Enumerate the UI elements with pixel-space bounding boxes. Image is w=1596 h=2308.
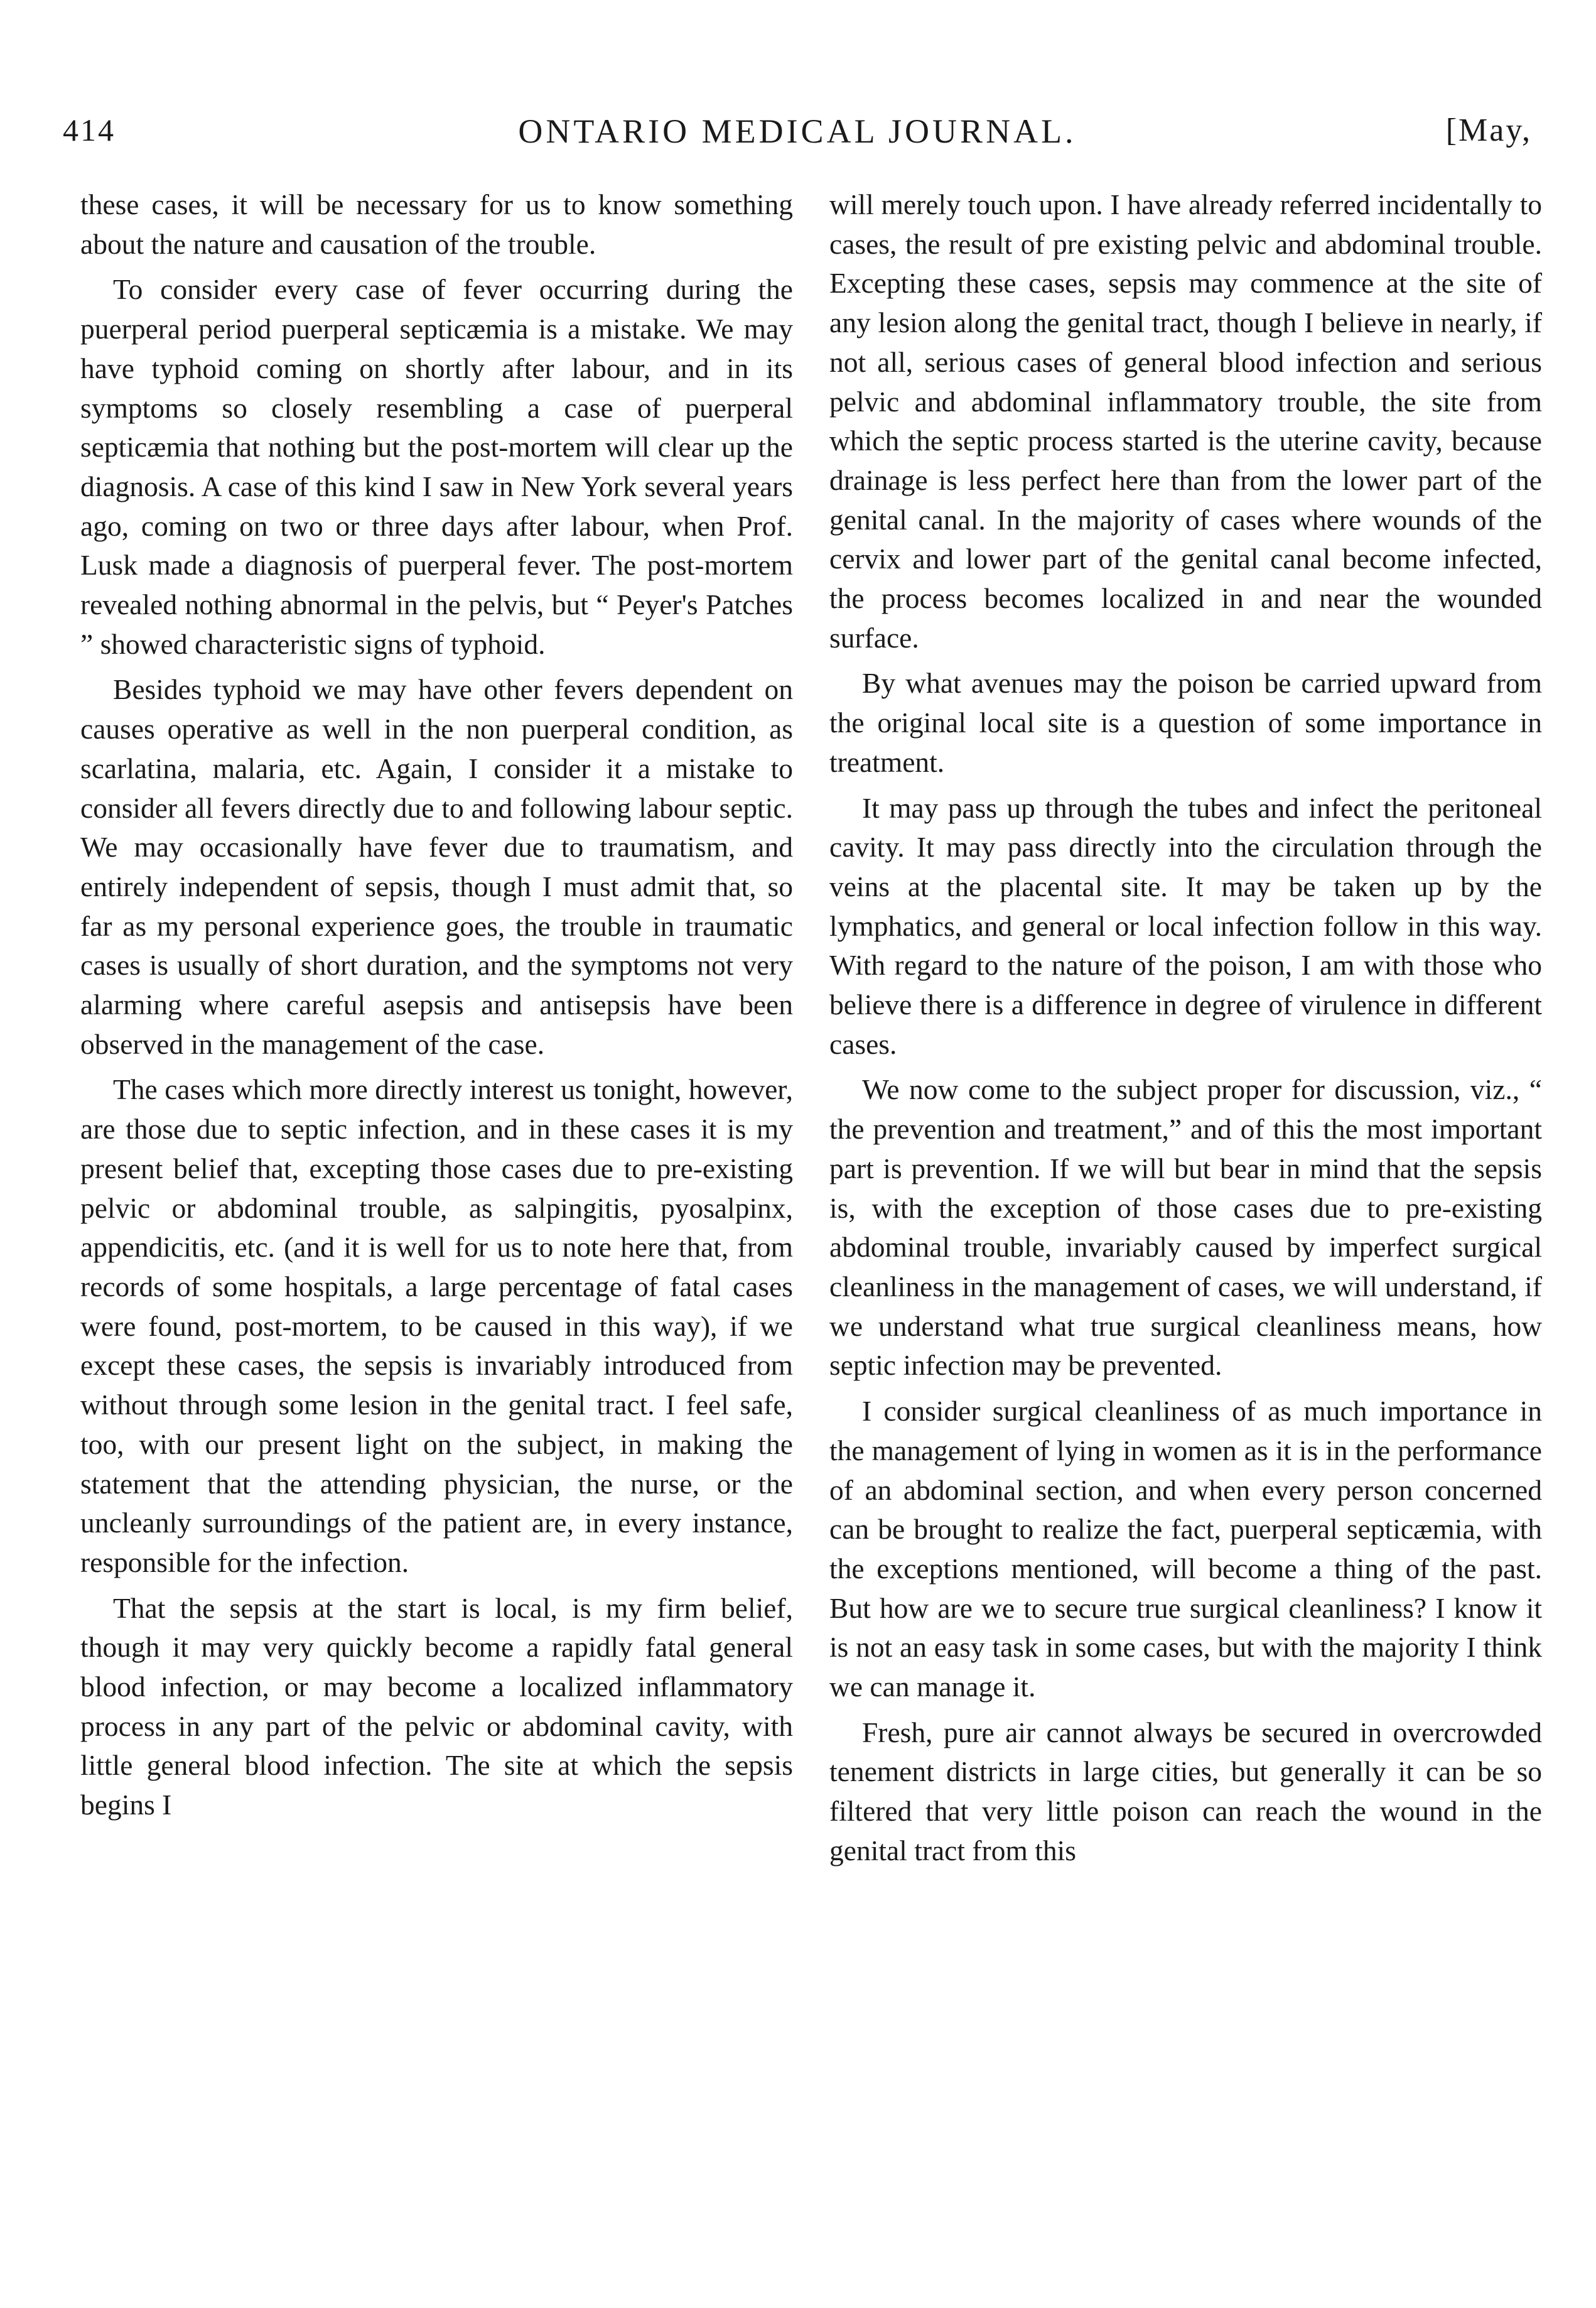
paragraph: That the sepsis at the start is local, is my firm belief, though it may very quickly become a rapidly fatal general blood infection, or may become a localized inflammatory process in any part of the pelvic or abdominal cavity, with little general blood infection. The site at which the sepsis begins I — [80, 1591, 793, 1821]
running-header — [63, 112, 1532, 162]
paragraph: It may pass up through the tubes and infect the peritoneal cavity. It may pass directly into the circulation through the veins at the placental site. It may be taken up by the lymphatics, and general or local infection follow in this way. With regard to the nature of the poison, I am with those who believe there is a difference in degree of virulence in different cases. — [829, 791, 1542, 1060]
paragraph: To consider every case of fever occurring during the puerperal period puerperal septicæmia is a mistake. We may have typhoid coming on shortly after labour, and in its symptoms so closely resembling a case of puerperal septicæmia that nothing but the post-mortem will clear up the diagnosis. A case of this kind I saw in New York several years ago, coming on two or three days after labour, when Prof. Lusk made a diagnosis of puerperal fever. The post-mortem revealed nothing abnormal in the pelvis, but “ Peyer's Patches ” showed characteristic signs of typhoid. — [80, 273, 793, 660]
paragraph: Besides typhoid we may have other fevers dependent on causes operative as well in the non puerperal condition, as scarlatina, malaria, etc. Again, I consider it a mistake to consider all fevers directly due to and following labour septic. We may occasionally have fever due to traumatism, and entirely independent of sepsis, though I must admit that, so far as my personal experience goes, the trouble in traumatic cases is usually of short duration, and the symptoms not very alarming where careful asepsis and antisepsis have been observed in the management of the case. — [80, 673, 793, 1060]
page-number: 414 — [63, 112, 116, 148]
paragraph: I consider surgical cleanliness of as much importance in the management of lying in women as it is in the performance of an abdominal section, and when every person concerned can be brought to realize the fact, puerperal septicæmia, with the exceptions mentioned, will become a thing of the past. But how are we to secure true surgical cleanliness? I know it is not an easy task in some cases, but with the majority I think we can manage it. — [829, 1395, 1542, 1703]
paragraph: By what avenues may the poison be carried upward from the original local site is a question of some importance in treatment. — [829, 667, 1542, 778]
paragraph: these cases, it will be necessary for us to know something about the nature and causation of the trouble. — [80, 188, 793, 260]
paragraph: We now come to the subject proper for discussion, viz., “ the prevention and treatment,” and of this the most important part is prevention. If we will but bear in mind that the sepsis is, with the exception of those cases due to pre-existing abdominal trouble, invariably caused by imperfect surgical cleanliness in the management of cases, we will understand, if we understand what true surgical cleanliness means, how septic infection may be prevented. — [829, 1073, 1542, 1382]
issue-month: [May, — [1445, 112, 1532, 148]
paragraph: will merely touch upon. I have already referred incidentally to cases, the result of pre existing pelvic and abdominal trouble. Excepting these cases, sepsis may commence at the site of any lesion along the genital tract, though I believe in nearly, if not all, serious cases of general blood infection and serious pelvic and abdominal inflammatory trouble, the site from which the septic process started is the uterine cavity, because drainage is less perfect here than from the lower part of the genital canal. In the majority of cases where wounds of the cervix and lower part of the genital canal become infected, the process becomes localized in and near the wounded surface. — [829, 188, 1542, 654]
paragraph: The cases which more directly interest us tonight, however, are those due to septic infection, and in these cases it is my present belief that, excepting those cases due to pre-existing pelvic or abdominal trouble, as salpingitis, pyosalpinx, appendicitis, etc. (and it is well for us to note here that, from records of some hospitals, a large percentage of fatal cases were found, post-mortem, to be caused in this way), if we except these cases, the sepsis is invariably introduced from without through some lesion in the genital tract. I feel safe, too, with our present light on the subject, in making the statement that the attending physician, the nurse, or the uncleanly surroundings of the patient are, in every instance, responsible for the infection. — [80, 1073, 793, 1578]
right-column — [829, 185, 1542, 1871]
journal-title: ONTARIO MEDICAL JOURNAL. — [518, 112, 1077, 150]
left-column — [80, 185, 793, 1825]
paragraph: Fresh, pure air cannot always be secured in overcrowded tenement districts in large cities, but generally it can be so filtered that very little poison can reach the wound in the genital tract from this — [829, 1716, 1542, 1866]
